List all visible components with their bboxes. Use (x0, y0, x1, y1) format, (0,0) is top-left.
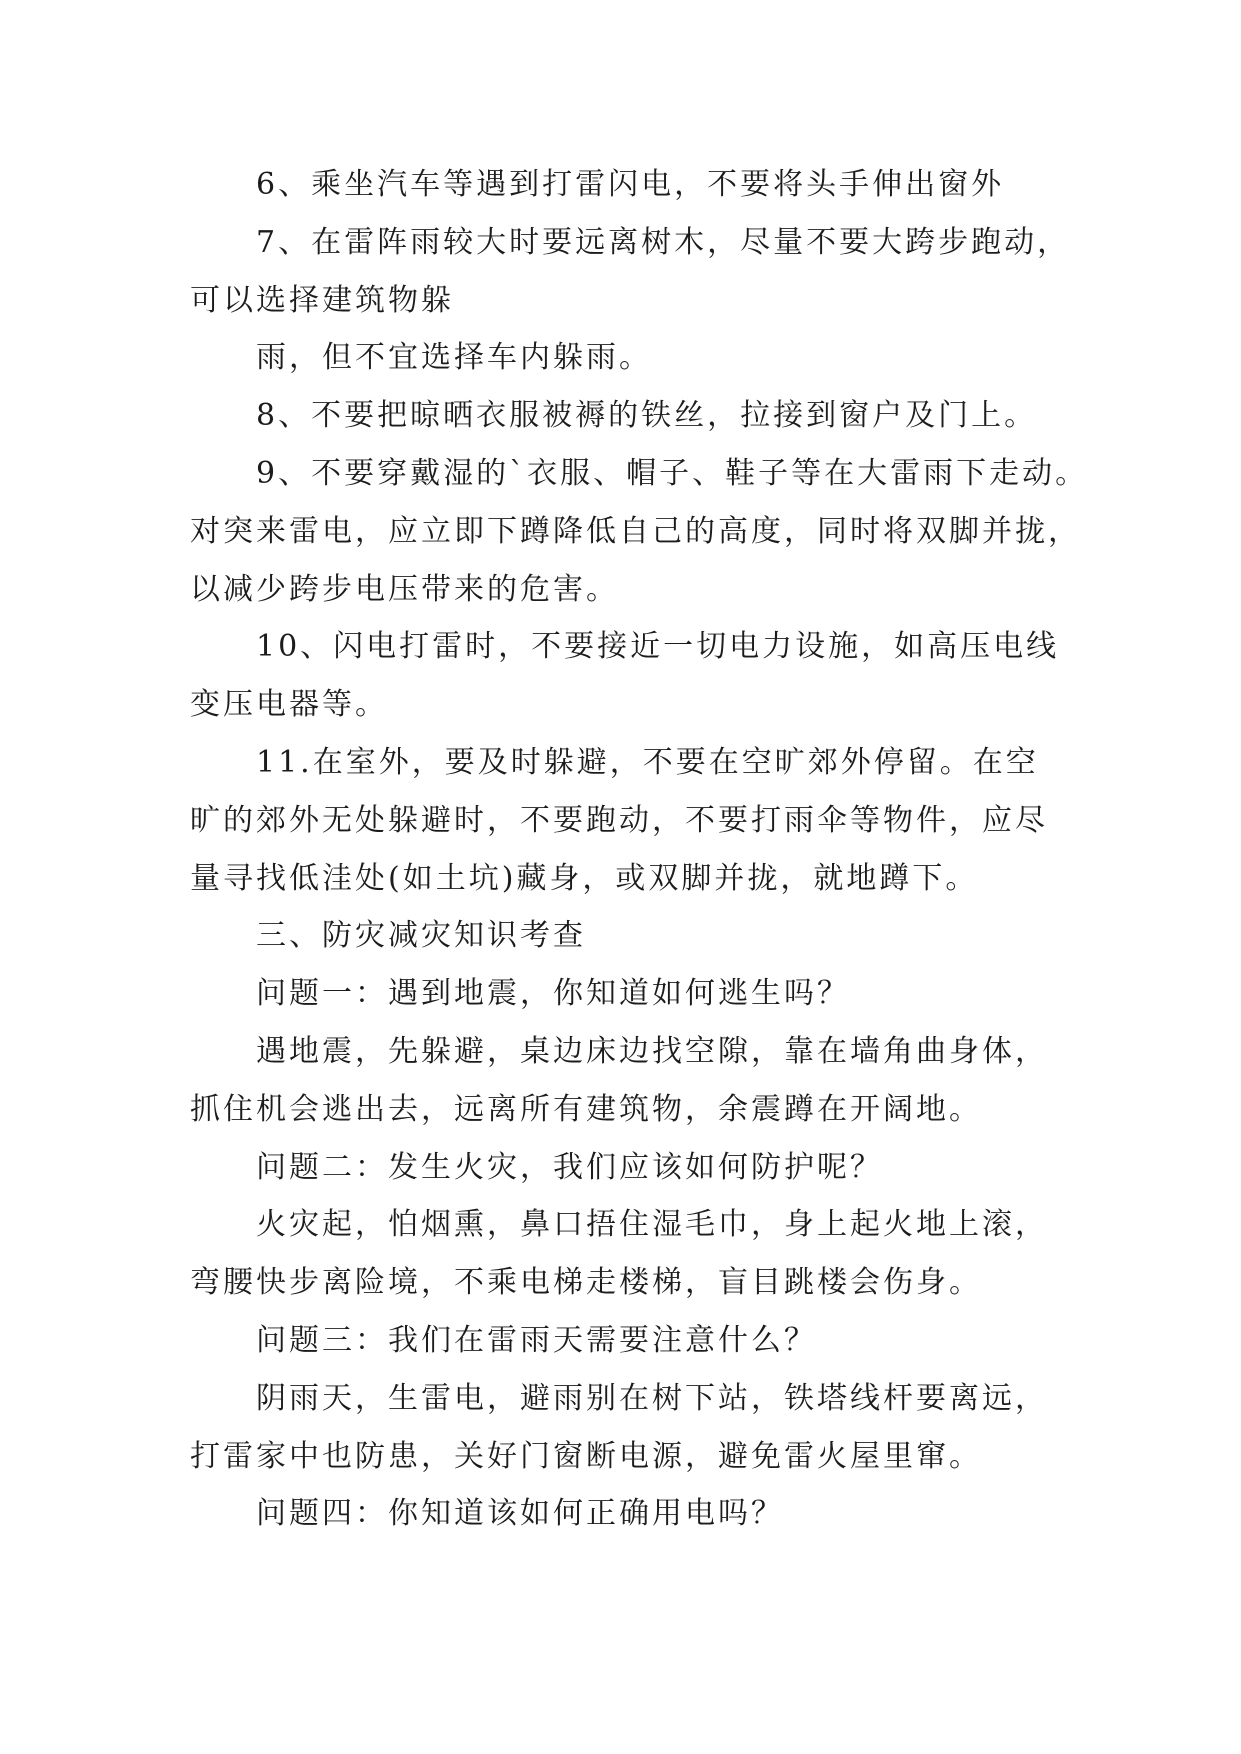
tip-item-9: 9、不要穿戴湿的`衣服、帽子、鞋子等在大雷雨下走动。 (256, 455, 1089, 491)
tip-item-11: 11.在室外，要及时躲避，不要在空旷郊外停留。在空 (256, 744, 1039, 780)
answer-3: 阴雨天，生雷电，避雨别在树下站，铁塔线杆要离远， (256, 1380, 1048, 1416)
tip-item-7-continuation: 可以选择建筑物躲 (190, 282, 454, 318)
tip-item-10-continuation: 变压电器等。 (190, 687, 388, 723)
answer-3-continuation: 打雷家中也防患，关好门窗断电源，避免雷火屋里窜。 (190, 1438, 982, 1474)
question-heading-4: 问题四：你知道该如何正确用电吗？ (256, 1496, 784, 1532)
answer-1-continuation: 抓住机会逃出去，远离所有建筑物，余震蹲在开阔地。 (190, 1091, 982, 1127)
tip-item-7: 7、在雷阵雨较大时要远离树木，尽量不要大跨步跑动， (256, 224, 1071, 260)
answer-2: 火灾起，怕烟熏，鼻口捂住湿毛巾，身上起火地上滚， (256, 1207, 1048, 1243)
question-heading-1: 问题一：遇到地震，你知道如何逃生吗？ (256, 976, 850, 1012)
tip-item-9-continuation: 以减少跨步电压带来的危害。 (190, 571, 619, 607)
tip-item-9-continuation: 对突来雷电，应立即下蹲降低自己的高度，同时将双脚并拢， (190, 513, 1081, 549)
section-heading: 三、防灾减灾知识考查 (256, 918, 586, 954)
question-heading-2: 问题二：发生火灾，我们应该如何防护呢？ (256, 1149, 883, 1185)
tip-item-7-paragraph: 雨，但不宜选择车内躲雨。 (256, 340, 652, 376)
question-heading-3: 问题三：我们在雷雨天需要注意什么？ (256, 1322, 817, 1358)
tip-item-8: 8、不要把晾晒衣服被褥的铁丝，拉接到窗户及门上。 (256, 398, 1038, 434)
answer-2-continuation: 弯腰快步离险境，不乘电梯走楼梯，盲目跳楼会伤身。 (190, 1265, 982, 1301)
document-body (190, 156, 1090, 1543)
tip-item-11-continuation: 量寻找低洼处(如土坑)藏身，或双脚并拢，就地蹲下。 (190, 860, 979, 896)
tip-item-10: 10、闪电打雷时，不要接近一切电力设施，如高压电线 (256, 629, 1060, 665)
tip-item-6: 6、乘坐汽车等遇到打雷闪电，不要将头手伸出窗外 (256, 167, 1005, 202)
answer-1: 遇地震，先躲避，桌边床边找空隙，靠在墙角曲身体， (256, 1033, 1048, 1069)
tip-item-11-continuation: 旷的郊外无处躲避时，不要跑动，不要打雨伞等物件，应尽 (190, 802, 1048, 838)
